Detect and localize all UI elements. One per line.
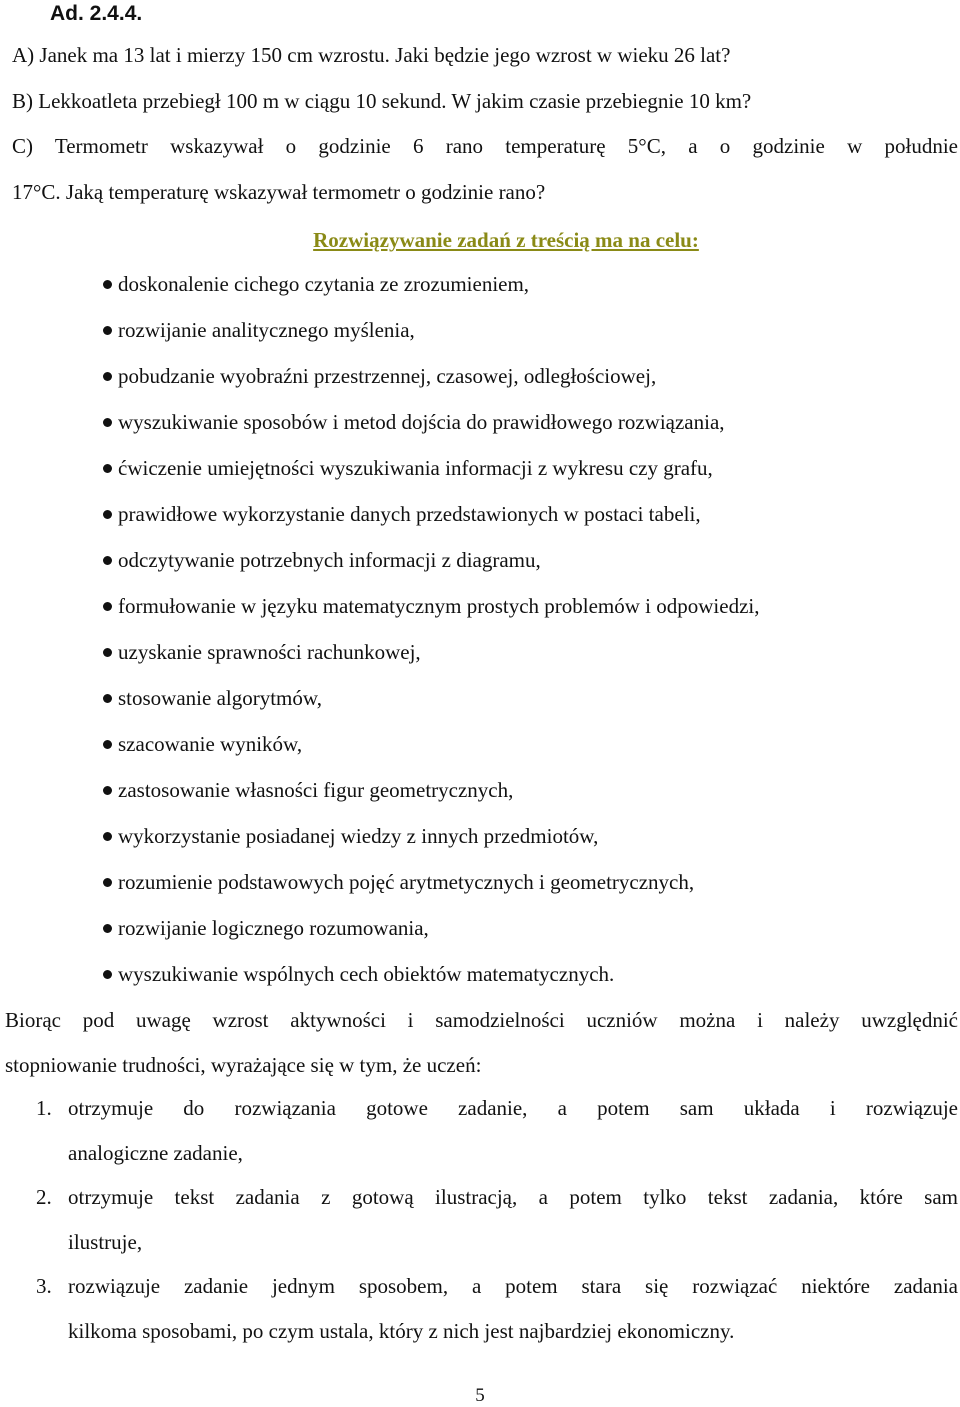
item-text-line-1: otrzymuje do rozwiązania gotowe zadanie, a potem sam układa i rozwiązuje (68, 1096, 958, 1120)
item-text-line-1: rozwiązuje zadanie jednym sposobem, a potem stara się rozwiązać niektóre zadania (68, 1274, 958, 1298)
bullet-dot-icon (103, 970, 112, 979)
paragraph-line-2: stopniowanie trudności, wyrażające się w tym, że uczeń: (5, 1053, 482, 1077)
section-title: Rozwiązywanie zadań z treścią ma na celu: (313, 228, 699, 252)
bullet-dot-icon (103, 602, 112, 611)
document-page: Ad. 2.4.4. A) Janek ma 13 lat i mierzy 150 cm wzrostu. Jaki będzie jego wzrost w wieku 26 lat? B) Lekkoatleta przebiegł 100 m w ciągu 10 sekund. W jakim czasie przebiegnie 10 km? C) Termometr wskazywał o godzinie 6 rano temperaturę 5°C, a o godzinie w południe 17°C. Jaką temperaturę wskazywał termometr o godzinie rano? Rozwiązywanie zadań z treścią ma na celu: doskonalenie cichego czytania ze zrozumieniem, rozwijanie analitycznego myślenia, pobudzanie wyobraźni przestrzennej, czasowej, odległościowej, wyszukiwanie sposobów i metod dojścia do prawidłowego rozwiązania, ćwiczenie umiejętności wyszukiwania informacji z wykresu czy grafu, prawidłowe wykorzystanie danych przedstawionych w postaci tabeli, odczytywanie potrzebnych informacji z diagramu, formułowanie w języku matematycznym prostych problemów i odpowiedzi, uzyskanie sprawności rachunkowej, stosowanie algorytmów, szacowanie wyników, zastosowanie własności figur geometrycznych, wykorzystanie posiadanej wiedzy z innych przedmiotów, rozumienie podstawowych pojęć arytmetycznych i geometrycznych, rozwijanie logicznego rozumowania, wyszukiwanie wspólnych cech obiektów matematycznych. Biorąc pod uwagę wzrost aktywności i samodzielności uczniów można i należy uwzględnić stopniowanie trudności, wyrażające się w tym, że uczeń: 1. otrzymuje do rozwiązania gotowe zadanie, a potem sam układa i rozwiązuje analogiczne zadanie, 2. otrzymuje tekst zadania z gotową ilustracją, a potem tylko tekst zadania, które sam ilustruje, 3. rozwiązuje zadanie jednym sposobem, a potem stara się rozwiązać niektóre zadania kilkoma sposobami, po czym ustala, który z nich jest najbardziej ekonomiczny. 5 (0, 0, 960, 1407)
bullet-dot-icon (103, 648, 112, 657)
item-text-line-2: analogiczne zadanie, (68, 1141, 243, 1165)
bullet-dot-icon (103, 786, 112, 795)
bullet-dot-icon (103, 372, 112, 381)
item-text-line-2: ilustruje, (68, 1230, 143, 1254)
question-b: B) Lekkoatleta przebiegł 100 m w ciągu 10 sekund. W jakim czasie przebiegnie 10 km? (12, 89, 752, 113)
page-number: 5 (475, 1385, 485, 1406)
item-number: 1. (36, 1096, 52, 1120)
item-text-line-2: kilkoma sposobami, po czym ustala, który z nich jest najbardziej ekonomiczny. (68, 1319, 735, 1343)
bullet-dot-icon (103, 418, 112, 427)
question-c-line-1: C) Termometr wskazywał o godzinie 6 rano temperaturę 5°C, a o godzinie w południe (12, 134, 958, 158)
question-c-line-2: 17°C. Jaką temperaturę wskazywał termometr o godzinie rano? (12, 180, 546, 204)
paragraph-line-1: Biorąc pod uwagę wzrost aktywności i samodzielności uczniów można i należy uwzględnić (5, 1008, 958, 1032)
item-text-line-1: otrzymuje tekst zadania z gotową ilustracją, a potem tylko tekst zadania, które sam (68, 1185, 958, 1209)
bullet-dot-icon (103, 924, 112, 933)
item-number: 3. (36, 1274, 52, 1298)
bullet-dot-icon (103, 878, 112, 887)
bullet-dot-icon (103, 464, 112, 473)
bullet-dot-icon (103, 740, 112, 749)
question-a: A) Janek ma 13 lat i mierzy 150 cm wzrostu. Jaki będzie jego wzrost w wieku 26 lat? (12, 43, 731, 67)
item-number: 2. (36, 1185, 52, 1209)
bullet-dot-icon (103, 510, 112, 519)
section-heading: Ad. 2.4.4. (50, 2, 143, 25)
bullet-dot-icon (103, 694, 112, 703)
bullet-dot-icon (103, 556, 112, 565)
bullet-dot-icon (103, 326, 112, 335)
bullet-dot-icon (103, 832, 112, 841)
bullet-dot-icon (103, 280, 112, 289)
